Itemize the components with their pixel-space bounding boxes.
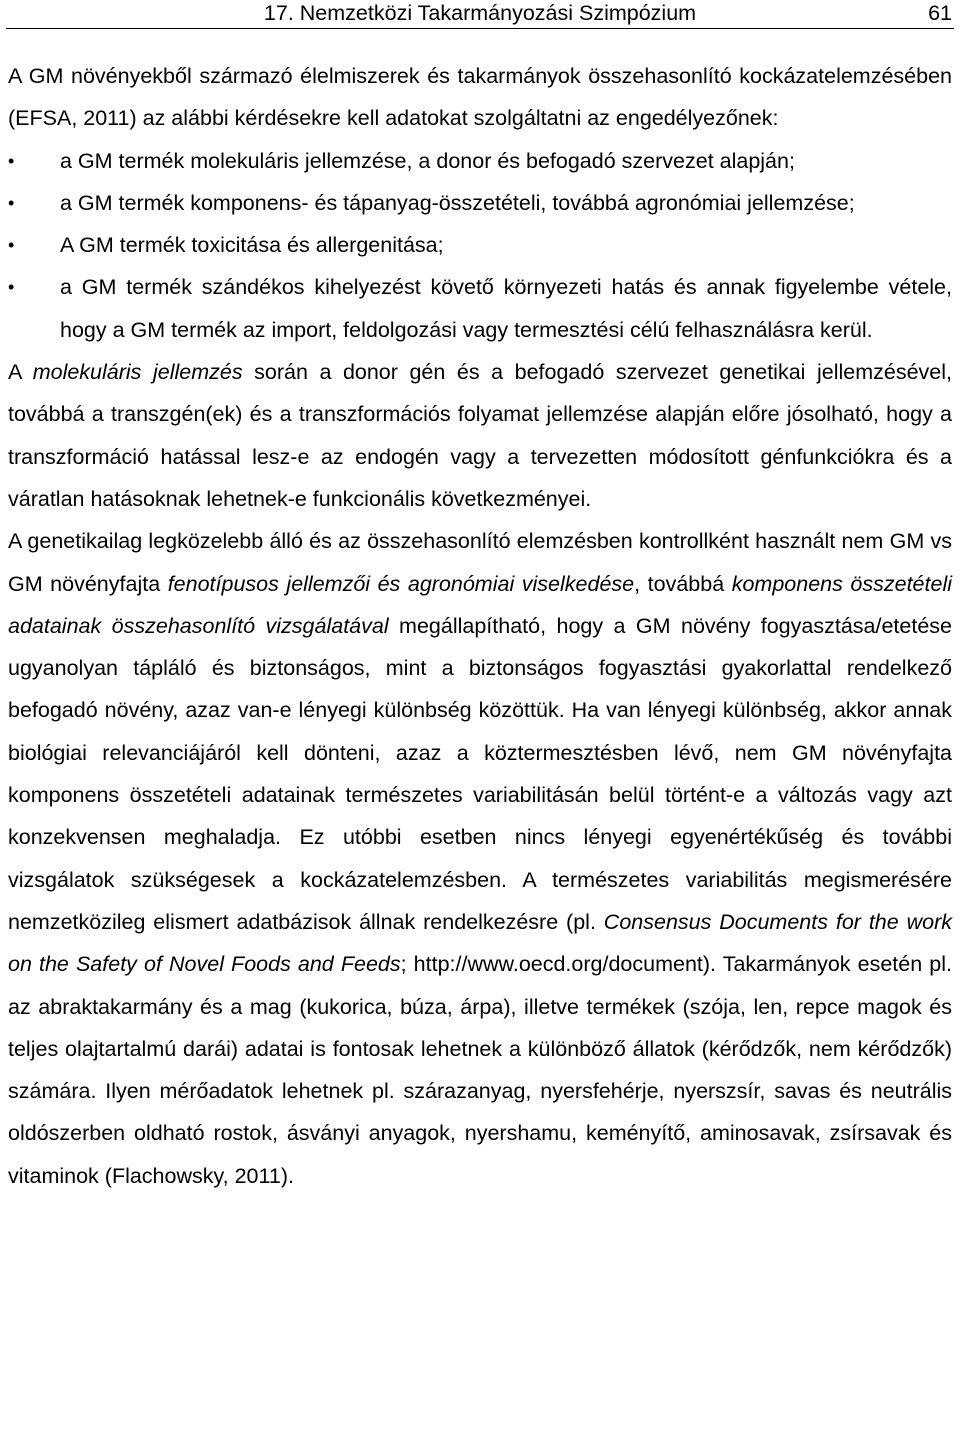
bullet-icon: • — [8, 277, 15, 298]
comparison-paragraph — [8, 520, 952, 1197]
list-item-text: a GM termék komponens- és tápanyag-összetételi, továbbá agronómiai jellemzése; — [60, 190, 855, 215]
italic-term: fenotípusos jellemzői és agronómiai viselkedése — [167, 571, 635, 596]
requirement-list — [8, 140, 952, 351]
molecular-paragraph — [8, 351, 952, 520]
list-item — [8, 140, 952, 182]
bullet-icon: • — [8, 235, 15, 256]
text-run: A — [8, 360, 33, 385]
text-run: , továbbá — [634, 571, 732, 596]
list-item-text: a GM termék szándékos kihelyezést követő környezeti hatás és annak figyelembe vétele, hogy a GM termék az import, feldolgozási vagy termesztési célú felhasználásra kerül. — [60, 275, 952, 342]
text-run: megállapítható, hogy a GM növény fogyasztása/etetése ugyanolyan tápláló és biztonságos, mint a biztonságos fogyasztási gyakorlattal rendelkező befogadó növény, azaz van-e lényegi különbség közöttük. Ha van lényegi különbség, akkor annak biológiai relevanciájáról kell dönteni, azaz a köztermesztésben lévő, nem GM növényfajta komponens összetételi adatainak természetes variabilitásán belül történt-e a változás vagy azt konzekvensen meghaladja. Ez utóbbi esetben nincs lényegi egyenértékűség és további vizsgálatok szükségesek a kockázatelemzésben. A természetes variabilitás megismerésére nemzetközileg elismert adatbázisok állnak rendelkezésre (pl. — [8, 613, 952, 934]
italic-term: komponens összetételi adatainak összehasonlító vizsgálatával — [8, 571, 953, 638]
list-item-text: a GM termék molekuláris jellemzése, a donor és befogadó szervezet alapján; — [60, 148, 795, 173]
header-title: 17. Nemzetközi Takarmányozási Szimpózium — [263, 1, 697, 25]
page-number: 61 — [928, 1, 952, 25]
list-item — [8, 182, 952, 224]
text-run: A genetikailag legközelebb álló és az összehasonlító elemzésben kontrollként használt nem GM vs GM növényfajta — [8, 529, 952, 596]
bullet-icon: • — [8, 192, 15, 213]
list-item — [8, 266, 952, 351]
list-item — [8, 224, 952, 266]
page-header — [6, 0, 954, 29]
list-item-text: A GM termék toxicitása és allergenitása; — [60, 233, 444, 258]
bullet-icon: • — [8, 150, 15, 171]
intro-paragraph: A GM növényekből származó élelmiszerek és takarmányok összehasonlító kockázatelemzésében (EFSA, 2011) az alábbi kérdésekre kell adatokat szolgáltatni az engedélyezőnek: — [8, 64, 952, 131]
italic-reference: Consensus Documents for the work on the Safety of Novel Foods and Feeds — [8, 909, 952, 977]
text-run: során a donor gén és a befogadó szervezet genetikai jellemzésével, továbbá a transzgén(ek) és a transzformációs folyamat jellemzése alapján előre jósolható, hogy a transzformáció hatással lesz-e az endogén vagy a tervezetten módosított génfunkciókra és a váratlan hatásoknak lehetnek-e funkcionális következményei. — [8, 360, 952, 511]
text-run: ; http://www.oecd.org/document). Takarmányok esetén pl. az abraktakarmány és a mag (kukorica, búza, árpa), illetve termékek (szója, len, repce magok és teljes olajtartalmú darái) adatai is fontosak lehetnek a különböző állatok (kérődzők, nem kérődzők) számára. Ilyen mérőadatok lehetnek pl. szárazanyag, nyersfehérje, nyerszsír, savas és neutrális oldószerben oldható rostok, ásványi anyagok, nyershamu, keményítő, aminosavak, zsírsavak és vitaminok (Flachowsky, 2011). — [8, 952, 952, 1188]
document-body — [8, 55, 952, 1197]
italic-term: molekuláris jellemzés — [32, 360, 243, 385]
